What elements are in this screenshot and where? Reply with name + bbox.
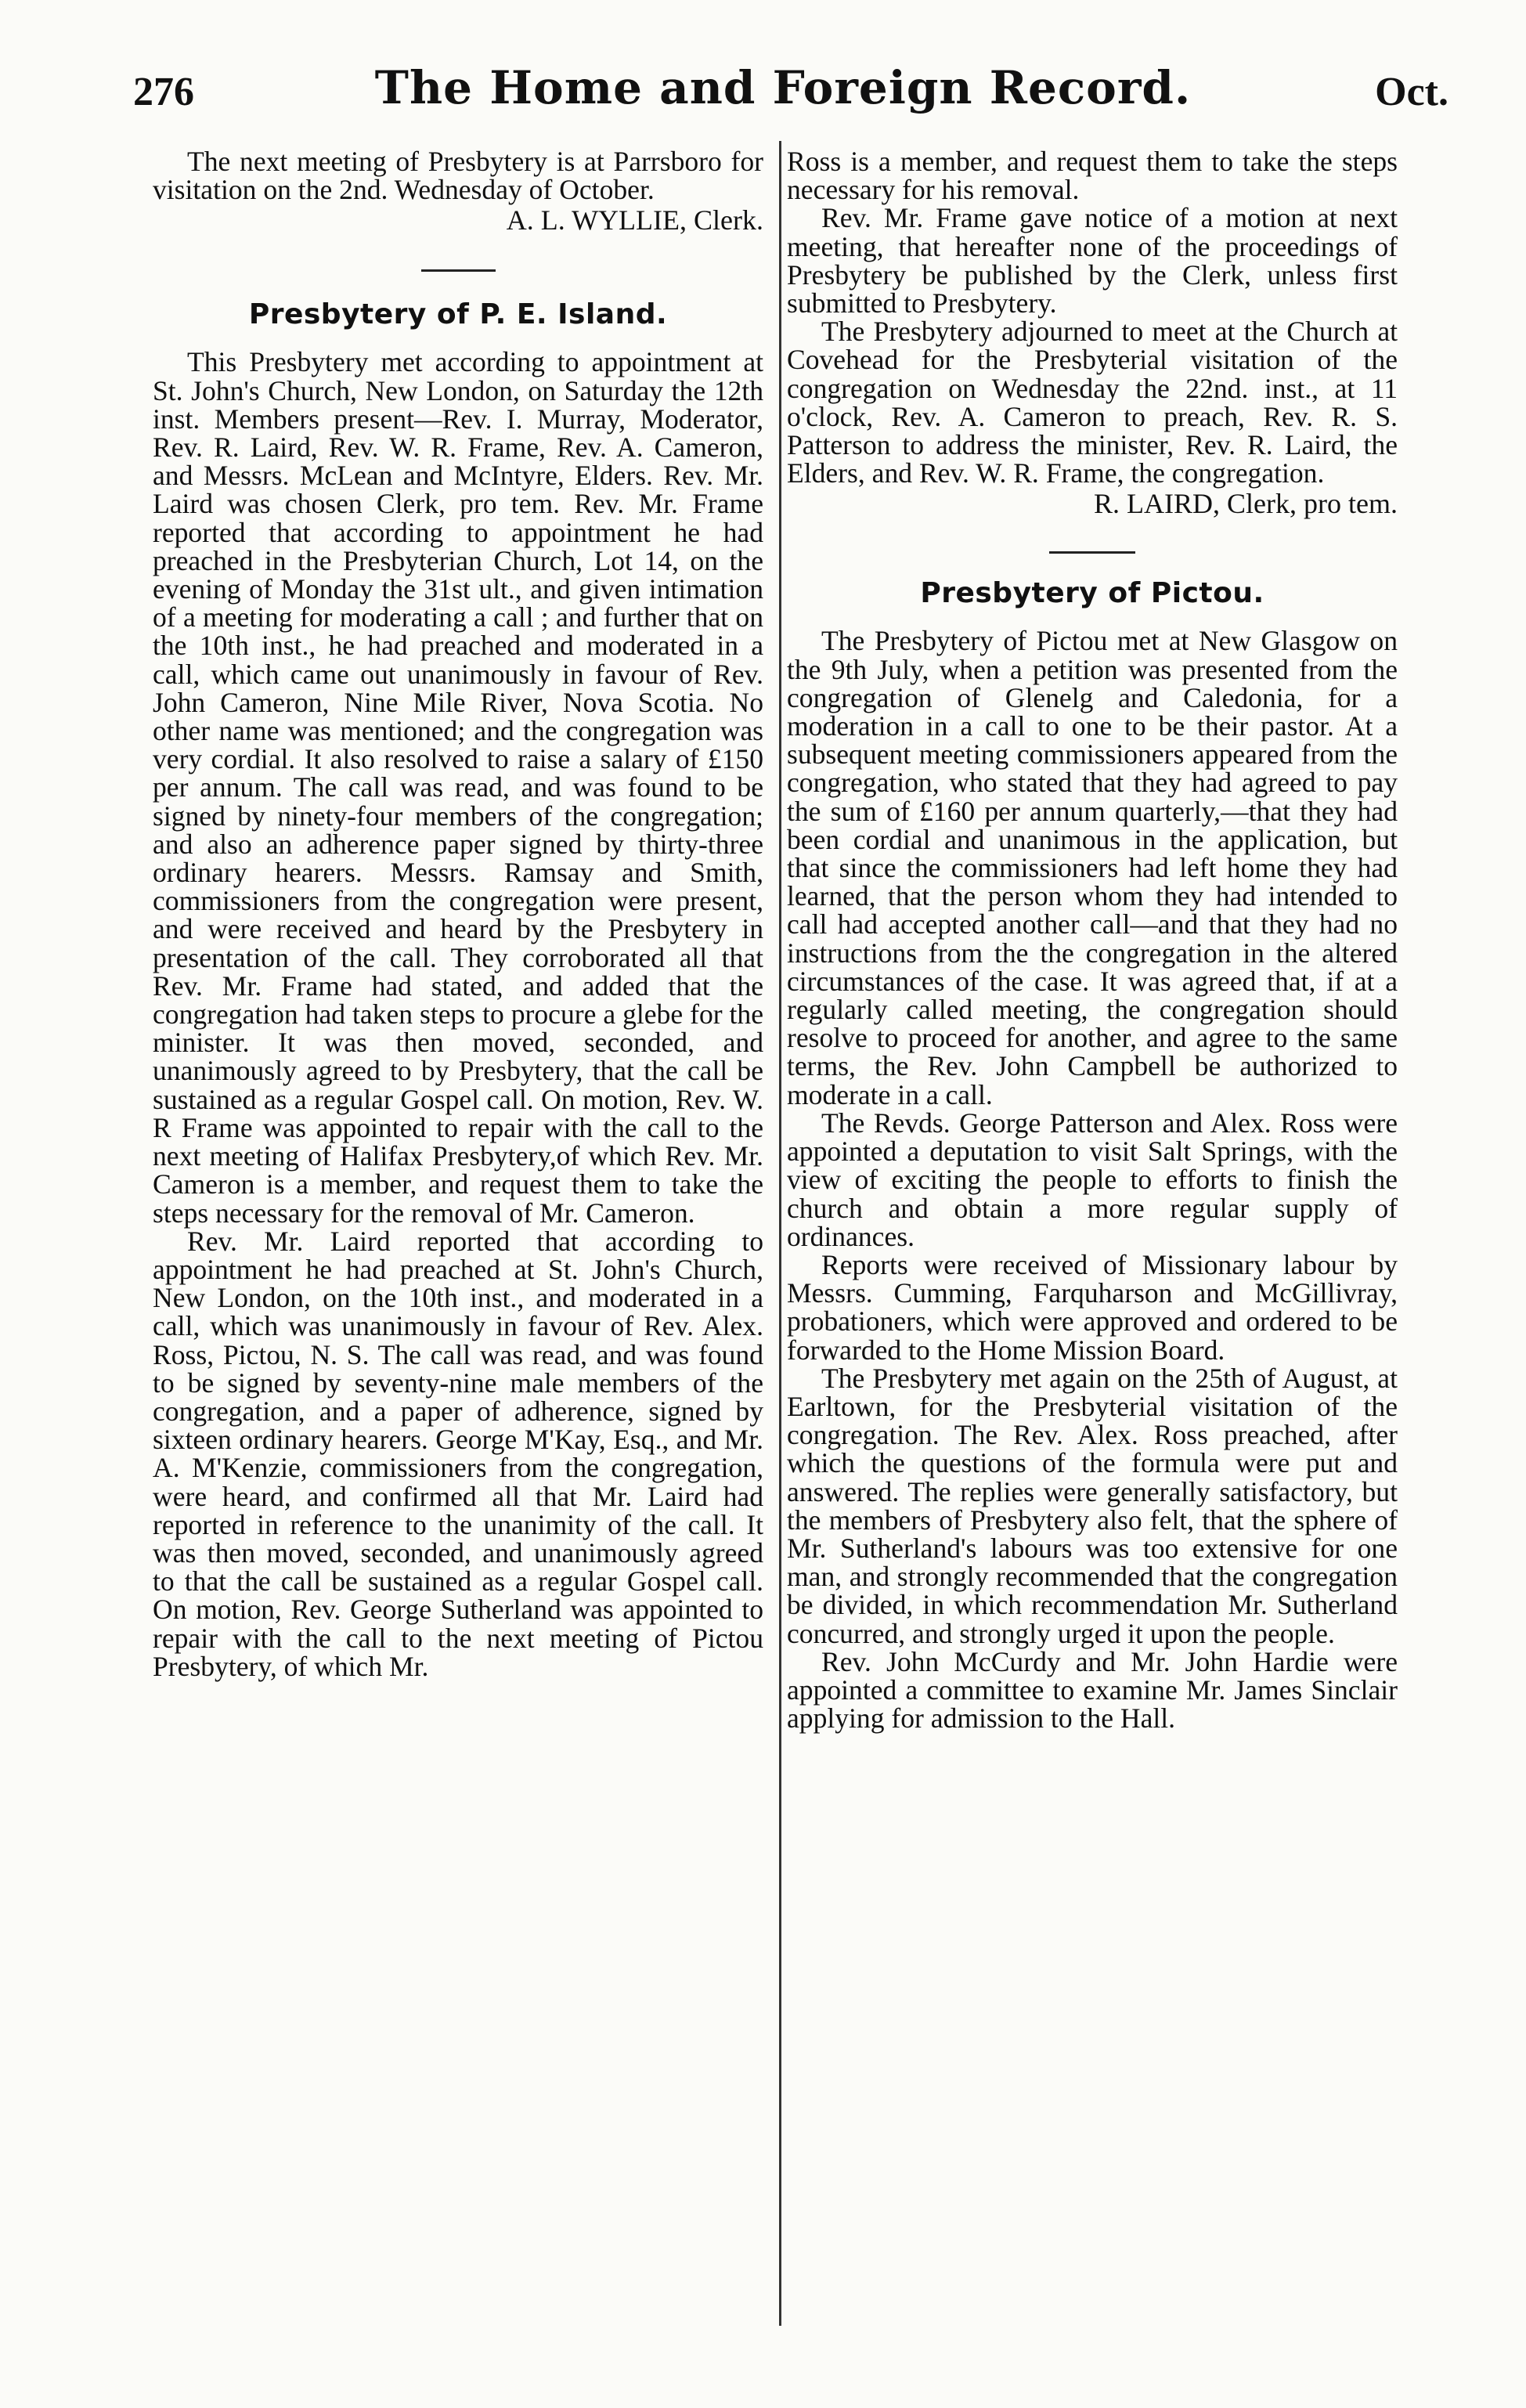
paragraph: Rev. Mr. Frame gave notice of a motion at next meeting, that hereafter none of the proceedings of Presbytery be published by the Clerk, unless first submitted to Presbytery. — [787, 202, 1398, 320]
right-column — [787, 146, 1398, 1735]
page-header — [117, 61, 1448, 132]
paragraph: The Revds. George Patterson and Alex. Ross were appointed a deputation to visit Salt Springs, with the view of exciting the people to efforts to finish the church and obtain a more regular supply of ordinances. — [787, 1107, 1398, 1252]
paragraph: Reports were received of Missionary labour by Messrs. Cumming, Farquharson and McGillivray, probationers, which were approved and ordered to be forwarded to the Home Mission Board. — [787, 1248, 1398, 1366]
left-column — [153, 147, 763, 1681]
paragraph: The Presbytery of Pictou met at New Glasgow on the 9th July, when a petition was presented from the congregation of Glenelg and Caledonia, for a moderation in a call to one to be their pastor. At a subsequent meeting commissioners appeared from the congregation, who stated that they had agreed to pay the sum of £160 per annum quarterly,—that they had been cordial and unanimous in the application, but that since the commissioners had left home they had learned, that the person whom they had intended to call had accepted another call—and that they had no instructions from the the congregation in the altered circumstances of the case. It was agreed that, if at a regularly called meeting, the congregation should resolve to proceed for another, and agree to the same terms, the Rev. John Campbell be authorized to moderate in a call. — [787, 625, 1398, 1110]
paragraph: The Presbytery adjourned to meet at the Church at Covehead for the Presbyterial visitation of the congregation on Wednesday the 22nd. inst., at 11 o'clock, Rev. A. Cameron to preach, Rev. R. S. Patterson to address the minister, Rev. R. Laird, the Elders, and Rev. W. R. Frame, the congregation. — [787, 316, 1398, 489]
paragraph: The next meeting of Presbytery is at Parrsboro for visitation on the 2nd. Wednesday of October. — [153, 146, 763, 206]
page-number: 276 — [133, 70, 194, 114]
paragraph: The Presbytery met again on the 25th of August, at Earltown, for the Presbyterial visitation of the congregation. The Rev. Alex. Ross preached, after which the questions of the formula were put and answered. The replies were generally satisfactory, but the members of Presbytery also felt, that the sphere of Mr. Sutherland's labours was too extensive for one man, and strongly recommended that the congregation be divided, in which recommendation Mr. Sutherland concurred, and strongly urged it upon the people. — [787, 1362, 1398, 1649]
paragraph: Ross is a member, and request them to take the steps necessary for his removal. — [787, 146, 1398, 206]
section-rule — [1049, 551, 1135, 554]
paragraph: Rev. John McCurdy and Mr. John Hardie were appointed a committee to examine Mr. James Sinclair applying for admission to the Hall. — [787, 1645, 1398, 1735]
signature: A. L. WYLLIE, Clerk. — [506, 204, 763, 236]
section-heading: Presbytery of P. E. Island. — [248, 298, 668, 331]
column-divider — [779, 141, 781, 2326]
journal-title: The Home and Foreign Record. — [374, 61, 1192, 114]
paragraph: Rev. Mr. Laird reported that according to appointment he had preached at St. John's Church, New London, on the 10th inst., and moderated in a call, which was unanimously in favour of Rev. Alex. Ross, Pictou, N. S. The call was read, and was found to be signed by seventy-nine male members of the congregation, and a paper of adherence, signed by sixteen ordinary hearers. George M'Kay, Esq., and Mr. A. M'Kenzie, commissioners from the congregation, were heard, and confirmed all that Mr. Laird had reported in reference to the unanimity of the call. It was then moved, seconded, and unanimously agreed to that the call be sustained as a regular Gospel call. On motion, Rev. George Sutherland was appointed to repair with the call to the next meeting of Pictou Presbytery, of which Mr. — [153, 1225, 763, 1682]
signature: R. LAIRD, Clerk, pro tem. — [1094, 488, 1398, 520]
issue-month: Oct. — [1375, 70, 1448, 114]
section-rule — [421, 269, 496, 272]
section-heading: Presbytery of Pictou. — [920, 577, 1264, 610]
paragraph: This Presbytery met according to appointment at St. John's Church, New London, on Saturday the 12th inst. Members present—Rev. I. Murray, Moderator, Rev. R. Laird, Rev. W. R. Frame, Rev. A. Cameron, and Messrs. McLean and McIntyre, Elders. Rev. Mr. Laird was chosen Clerk, pro tem. Rev. Mr. Frame reported that according to appointment he had preached in the Presbyterian Church, Lot 14, on the evening of Monday the 31st ult., and given intimation of a meeting for moderating a call ; and further that on the 10th inst., he had preached and moderated in a call, which came out unanimously in favour of Rev. John Cameron, Nine Mile River, Nova Scotia. No other name was mentioned; and the congregation was very cordial. It also resolved to raise a salary of £150 per annum. The call was read, and was found to be signed by ninety-four members of the congregation; and also an adherence paper signed by thirty-three ordinary hearers. Messrs. Ramsay and Smith, commissioners from the congregation were present, and were received and heard by the Presbytery in presentation of the call. They corroborated all that Rev. Mr. Frame had stated, and added that the congregation had taken steps to procure a glebe for the minister. It was then moved, seconded, and unanimously agreed to by Presbytery, that the call be sustained as a regular Gospel call. On motion, Rev. W. R Frame was appointed to repair with the call to the next meeting of Halifax Presbytery,of which Rev. Mr. Cameron is a member, and request them to take the steps necessary for the removal of Mr. Cameron. — [153, 346, 763, 1229]
